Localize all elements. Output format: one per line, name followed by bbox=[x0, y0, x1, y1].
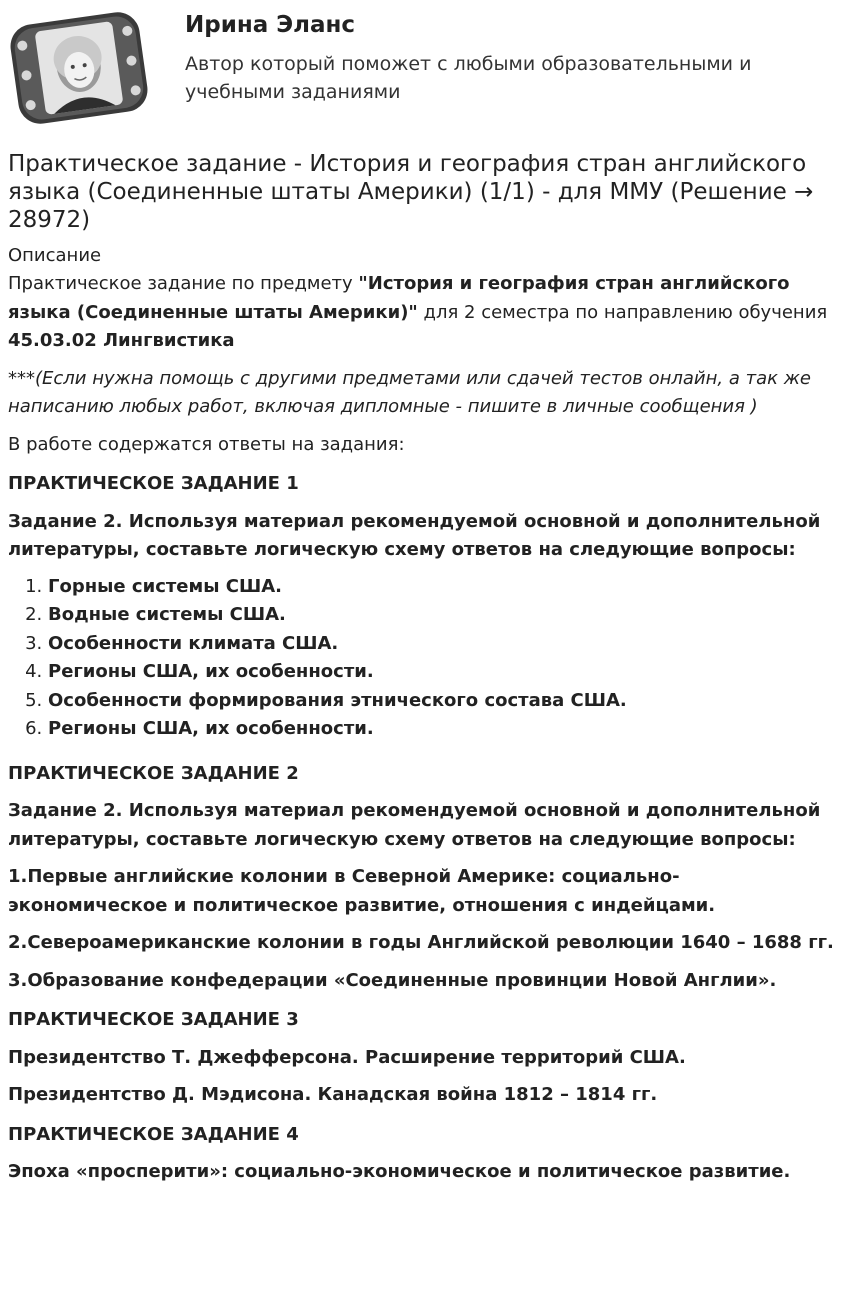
list-item: 5. Особенности формирования этнического состава США. bbox=[48, 687, 838, 716]
list-item: 1. Горные системы США. bbox=[48, 573, 838, 602]
list-item: 4. Регионы США, их особенности. bbox=[48, 658, 838, 687]
intro-middle: для 2 семестра по направлению обучения bbox=[417, 301, 828, 323]
help-note: ***(Если нужна помощь с другими предметами или сдачей тестов онлайн, а так же написанию любых работ, включая дипломные - пишите в личные сообщения ) bbox=[8, 367, 811, 417]
author-description: Автор который поможет с любыми образовательными и учебными заданиями bbox=[185, 53, 752, 103]
section-4-heading: ПРАКТИЧЕСКОЕ ЗАДАНИЕ 4 bbox=[8, 1123, 299, 1145]
section-2-task: Задание 2. Используя материал рекомендуемой основной и дополнительной литературы, составьте логическую схему ответов на следующие вопросы: bbox=[8, 800, 821, 850]
section-2-heading: ПРАКТИЧЕСКОЕ ЗАДАНИЕ 2 bbox=[8, 762, 299, 784]
section-3-line-1: Президентство Т. Джефферсона. Расширение территорий США. bbox=[8, 1046, 686, 1068]
section-2-question-1: 1.Первые английские колонии в Северной Америке: социально-экономическое и политическое развитие, отношения с индейцами. bbox=[8, 866, 716, 916]
list-item: 3. Особенности климата США. bbox=[48, 630, 838, 659]
intro-paragraph bbox=[8, 270, 838, 356]
section-1-question-list bbox=[8, 573, 838, 744]
intro-prefix: Практическое задание по предмету bbox=[8, 273, 359, 294]
page-title: Практическое задание - История и география стран английского языка (Соединенные штаты Америки) (1/1) - для ММУ (Решение → 28972) bbox=[8, 151, 814, 233]
section-2-question-2: 2.Североамериканские колонии в годы Английской революции 1640 – 1688 гг. bbox=[8, 932, 834, 953]
section-1-task: Задание 2. Используя материал рекомендуемой основной и дополнительной литературы, составьте логическую схему ответов на следующие вопросы: bbox=[8, 510, 821, 560]
section-3-line-2: Президентство Д. Мэдисона. Канадская война 1812 – 1814 гг. bbox=[8, 1084, 658, 1105]
author-name[interactable]: Ирина Эланс bbox=[185, 12, 356, 38]
intro-subject: "История и география стран английского языка (Соединенные штаты Америки)" bbox=[8, 273, 790, 323]
section-2-question-3: 3.Образование конфедерации «Соединенные провинции Новой Англии». bbox=[8, 969, 777, 991]
author-avatar[interactable] bbox=[8, 8, 150, 128]
description-label: Описание bbox=[8, 245, 102, 266]
list-item: 2. Водные системы США. bbox=[48, 601, 838, 630]
section-4-line-1: Эпоха «просперити»: социально-экономическое и политическое развитие. bbox=[8, 1161, 791, 1182]
section-1-heading: ПРАКТИЧЕСКОЕ ЗАДАНИЕ 1 bbox=[8, 473, 299, 494]
content-lead: В работе содержатся ответы на задания: bbox=[8, 433, 405, 455]
page bbox=[8, 0, 838, 1187]
intro-program: 45.03.02 Лингвистика bbox=[8, 330, 235, 351]
section-3-heading: ПРАКТИЧЕСКОЕ ЗАДАНИЕ 3 bbox=[8, 1009, 299, 1030]
list-item: 6. Регионы США, их особенности. bbox=[48, 715, 838, 744]
author-card bbox=[8, 0, 838, 140]
